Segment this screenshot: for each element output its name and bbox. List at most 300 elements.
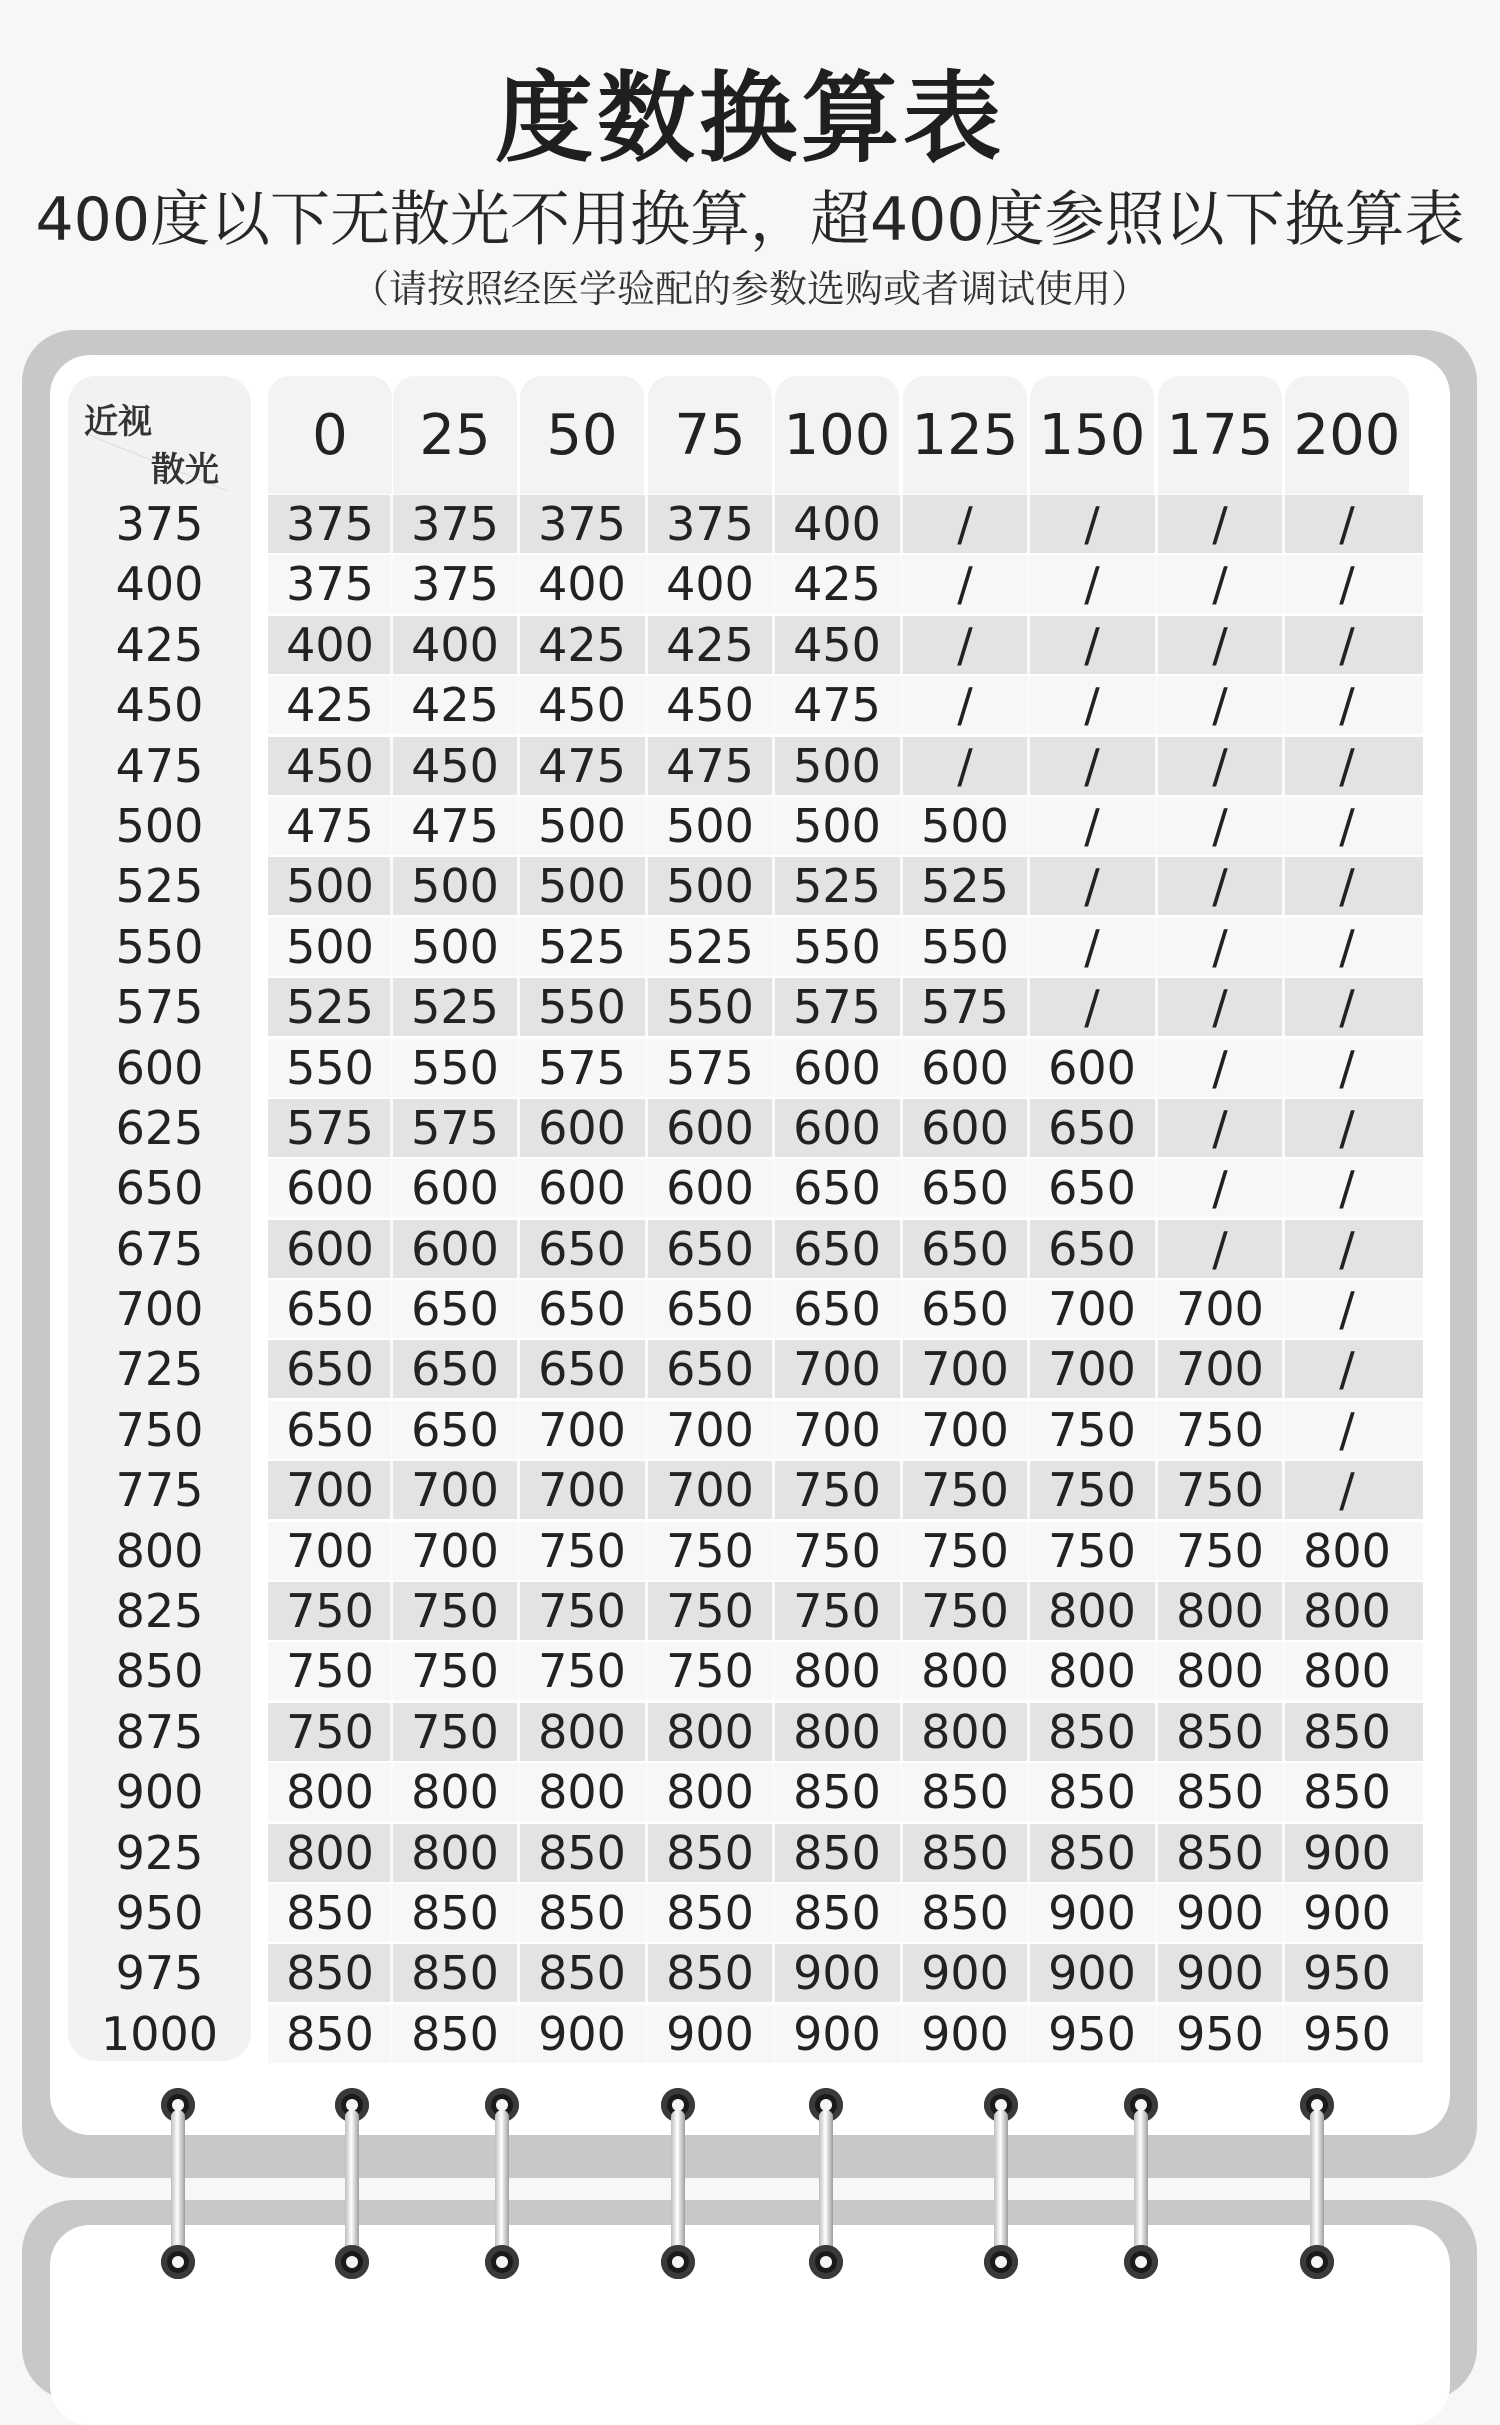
table-row bbox=[68, 1581, 1423, 1641]
table-cell: 525 bbox=[538, 919, 626, 974]
column-separator bbox=[1155, 1824, 1158, 1882]
column-separator bbox=[1282, 616, 1285, 674]
table-cell: 375 bbox=[666, 497, 754, 551]
column-separator bbox=[517, 1944, 520, 2002]
column-separator bbox=[772, 1220, 775, 1278]
conversion-table-body bbox=[68, 494, 1423, 2064]
column-separator bbox=[900, 1159, 903, 1217]
column-separator bbox=[1027, 978, 1030, 1036]
row-header: 1000 bbox=[100, 2006, 219, 2061]
table-cell: 800 bbox=[538, 1765, 626, 1820]
column-separator bbox=[772, 676, 775, 734]
row-header: 625 bbox=[115, 1100, 204, 1155]
row-header: 400 bbox=[115, 557, 204, 612]
table-cell: 650 bbox=[666, 1221, 754, 1276]
table-cell: 600 bbox=[286, 1161, 374, 1216]
table-cell: 500 bbox=[538, 859, 626, 914]
table-cell: / bbox=[1212, 919, 1228, 974]
column-separator bbox=[1282, 1824, 1285, 1882]
column-separator bbox=[645, 978, 648, 1036]
table-cell: 475 bbox=[286, 798, 374, 853]
column-separator bbox=[900, 555, 903, 613]
table-cell: 575 bbox=[286, 1100, 374, 1155]
column-separator bbox=[1282, 1401, 1285, 1459]
table-cell: 500 bbox=[286, 859, 374, 914]
column-header: 175 bbox=[1158, 376, 1282, 494]
row-header: 900 bbox=[115, 1765, 204, 1820]
column-separator bbox=[772, 797, 775, 855]
column-separator bbox=[517, 1401, 520, 1459]
table-cell: 750 bbox=[538, 1584, 626, 1639]
column-header: 0 bbox=[268, 376, 392, 494]
table-cell: 700 bbox=[1048, 1342, 1136, 1397]
column-separator bbox=[390, 978, 393, 1036]
table-cell: 550 bbox=[411, 1040, 499, 1095]
table-cell: 750 bbox=[793, 1523, 881, 1578]
table-cell: 750 bbox=[1176, 1402, 1264, 1457]
column-separator bbox=[1027, 1340, 1030, 1398]
table-cell: 575 bbox=[793, 980, 881, 1035]
usage-note: （请按照经医学验配的参数选购或者调试使用） bbox=[350, 267, 1149, 311]
row-header: 700 bbox=[115, 1282, 204, 1337]
table-cell: 800 bbox=[1176, 1584, 1264, 1639]
table-cell: 600 bbox=[921, 1100, 1009, 1155]
column-separator bbox=[1282, 1280, 1285, 1338]
column-separator bbox=[390, 2005, 393, 2063]
column-separator bbox=[772, 737, 775, 795]
table-cell: 800 bbox=[793, 1704, 881, 1759]
table-cell: 475 bbox=[666, 738, 754, 793]
table-cell: / bbox=[1339, 1282, 1355, 1337]
table-cell: 850 bbox=[921, 1765, 1009, 1820]
column-separator bbox=[517, 1340, 520, 1398]
table-cell: / bbox=[1339, 1342, 1355, 1397]
table-cell: / bbox=[1339, 738, 1355, 793]
table-row bbox=[68, 1158, 1423, 1218]
column-separator bbox=[390, 1703, 393, 1761]
row-header: 650 bbox=[115, 1161, 204, 1216]
column-separator bbox=[645, 555, 648, 613]
table-cell: 600 bbox=[666, 1161, 754, 1216]
corner-label-astigmatism: 散光 bbox=[151, 450, 219, 490]
table-cell: 850 bbox=[921, 1825, 1009, 1880]
column-separator bbox=[900, 1824, 903, 1882]
column-separator bbox=[900, 1099, 903, 1157]
column-separator bbox=[517, 1824, 520, 1882]
column-separator bbox=[645, 918, 648, 976]
table-cell: 850 bbox=[1048, 1704, 1136, 1759]
table-cell: / bbox=[1084, 497, 1100, 551]
table-cell: / bbox=[1339, 617, 1355, 672]
column-separator bbox=[645, 1944, 648, 2002]
table-cell: 500 bbox=[538, 798, 626, 853]
table-cell: 450 bbox=[286, 738, 374, 793]
table-cell: 700 bbox=[411, 1463, 499, 1518]
table-cell: 700 bbox=[286, 1463, 374, 1518]
column-separator bbox=[1282, 1884, 1285, 1942]
table-cell: 500 bbox=[793, 738, 881, 793]
table-cell: / bbox=[1339, 798, 1355, 853]
table-cell: 850 bbox=[411, 1885, 499, 1940]
table-cell: 800 bbox=[1176, 1644, 1264, 1699]
table-cell: 700 bbox=[538, 1463, 626, 1518]
column-separator bbox=[1027, 737, 1030, 795]
table-cell: / bbox=[1339, 678, 1355, 733]
column-separator bbox=[645, 1703, 648, 1761]
column-separator bbox=[1027, 1159, 1030, 1217]
column-separator bbox=[517, 495, 520, 553]
column-separator bbox=[1155, 1582, 1158, 1640]
table-cell: 525 bbox=[921, 859, 1009, 914]
table-cell: 700 bbox=[921, 1402, 1009, 1457]
column-separator bbox=[1282, 555, 1285, 613]
column-separator bbox=[1155, 1884, 1158, 1942]
column-separator bbox=[900, 616, 903, 674]
column-separator bbox=[1282, 1159, 1285, 1217]
column-separator bbox=[1282, 1522, 1285, 1580]
column-separator bbox=[1282, 1763, 1285, 1821]
table-cell: 500 bbox=[411, 919, 499, 974]
table-cell: 650 bbox=[411, 1282, 499, 1337]
table-cell: 650 bbox=[793, 1282, 881, 1337]
row-header: 450 bbox=[115, 678, 204, 733]
table-cell: 850 bbox=[286, 1946, 374, 2001]
table-cell: / bbox=[1212, 678, 1228, 733]
column-separator bbox=[517, 1642, 520, 1700]
table-cell: 575 bbox=[666, 1040, 754, 1095]
column-separator bbox=[390, 1039, 393, 1097]
table-cell: 650 bbox=[538, 1342, 626, 1397]
table-cell: / bbox=[1212, 497, 1228, 551]
table-cell: 700 bbox=[921, 1342, 1009, 1397]
table-row bbox=[68, 796, 1423, 856]
column-separator bbox=[1027, 918, 1030, 976]
table-cell: 600 bbox=[1048, 1040, 1136, 1095]
column-separator bbox=[1027, 1461, 1030, 1519]
column-separator bbox=[1027, 1944, 1030, 2002]
table-row bbox=[68, 1641, 1423, 1701]
column-separator bbox=[645, 1280, 648, 1338]
column-separator bbox=[772, 1703, 775, 1761]
table-cell: 900 bbox=[921, 1946, 1009, 2001]
column-separator bbox=[1027, 1582, 1030, 1640]
table-cell: 900 bbox=[666, 2006, 754, 2061]
column-separator bbox=[645, 1099, 648, 1157]
table-cell: / bbox=[1084, 678, 1100, 733]
column-separator bbox=[517, 1582, 520, 1640]
column-separator bbox=[900, 1703, 903, 1761]
table-cell: 900 bbox=[1176, 1885, 1264, 1940]
table-cell: 850 bbox=[921, 1885, 1009, 1940]
table-cell: / bbox=[1339, 919, 1355, 974]
column-separator bbox=[1027, 1763, 1030, 1821]
column-separator bbox=[900, 1280, 903, 1338]
table-cell: 900 bbox=[793, 2006, 881, 2061]
table-cell: / bbox=[1212, 1040, 1228, 1095]
column-header: 150 bbox=[1030, 376, 1154, 494]
table-corner-header bbox=[68, 376, 251, 494]
column-separator bbox=[1027, 1884, 1030, 1942]
table-cell: / bbox=[1084, 980, 1100, 1035]
table-cell: 900 bbox=[1303, 1885, 1391, 1940]
column-separator bbox=[517, 1220, 520, 1278]
table-row bbox=[68, 615, 1423, 675]
table-row bbox=[68, 1823, 1423, 1883]
table-cell: 650 bbox=[666, 1342, 754, 1397]
row-header: 775 bbox=[115, 1463, 204, 1518]
row-header: 375 bbox=[115, 497, 204, 551]
column-separator bbox=[1155, 1159, 1158, 1217]
column-separator bbox=[1155, 737, 1158, 795]
table-cell: 750 bbox=[1048, 1402, 1136, 1457]
column-separator bbox=[517, 1280, 520, 1338]
column-separator bbox=[1027, 1099, 1030, 1157]
table-row bbox=[68, 1038, 1423, 1098]
table-cell: 650 bbox=[1048, 1221, 1136, 1276]
column-separator bbox=[645, 1340, 648, 1398]
column-separator bbox=[772, 1340, 775, 1398]
table-cell: 525 bbox=[411, 980, 499, 1035]
row-header: 525 bbox=[115, 859, 204, 914]
table-cell: 650 bbox=[793, 1161, 881, 1216]
table-cell: 500 bbox=[921, 798, 1009, 853]
column-separator bbox=[390, 737, 393, 795]
column-separator bbox=[1155, 1642, 1158, 1700]
table-cell: 850 bbox=[538, 1946, 626, 2001]
column-separator bbox=[390, 1340, 393, 1398]
column-separator bbox=[1282, 1220, 1285, 1278]
table-cell: 575 bbox=[921, 980, 1009, 1035]
column-separator bbox=[772, 978, 775, 1036]
table-cell: 750 bbox=[793, 1463, 881, 1518]
table-cell: 525 bbox=[666, 919, 754, 974]
column-separator bbox=[1027, 1522, 1030, 1580]
column-separator bbox=[772, 1280, 775, 1338]
binding-hole bbox=[485, 2245, 519, 2279]
column-separator bbox=[645, 797, 648, 855]
table-cell: 650 bbox=[1048, 1100, 1136, 1155]
row-header: 925 bbox=[115, 1825, 204, 1880]
row-header: 950 bbox=[115, 1885, 204, 1940]
table-cell: 650 bbox=[286, 1342, 374, 1397]
table-cell: 425 bbox=[286, 678, 374, 733]
column-separator bbox=[1027, 1642, 1030, 1700]
column-separator bbox=[900, 1763, 903, 1821]
table-cell: 650 bbox=[538, 1282, 626, 1337]
column-separator bbox=[517, 1522, 520, 1580]
table-cell: 375 bbox=[538, 497, 626, 551]
column-separator bbox=[390, 857, 393, 915]
column-separator bbox=[517, 676, 520, 734]
table-cell: 425 bbox=[538, 617, 626, 672]
table-row bbox=[68, 1943, 1423, 2003]
table-cell: / bbox=[1339, 1402, 1355, 1457]
column-separator bbox=[772, 1461, 775, 1519]
column-separator bbox=[1282, 1582, 1285, 1640]
column-separator bbox=[900, 1522, 903, 1580]
table-cell: 850 bbox=[1048, 1765, 1136, 1820]
table-cell: 450 bbox=[793, 617, 881, 672]
row-header: 550 bbox=[115, 919, 204, 974]
column-separator bbox=[645, 1401, 648, 1459]
column-separator bbox=[1027, 2005, 1030, 2063]
table-cell: 750 bbox=[666, 1523, 754, 1578]
column-separator bbox=[390, 676, 393, 734]
column-separator bbox=[1282, 2005, 1285, 2063]
column-separator bbox=[772, 1159, 775, 1217]
column-separator bbox=[645, 2005, 648, 2063]
table-cell: 900 bbox=[793, 1946, 881, 2001]
table-cell: / bbox=[957, 557, 973, 612]
table-cell: 525 bbox=[793, 859, 881, 914]
column-separator bbox=[1282, 1039, 1285, 1097]
column-separator bbox=[645, 1642, 648, 1700]
column-separator bbox=[1027, 1824, 1030, 1882]
column-separator bbox=[1282, 1461, 1285, 1519]
table-cell: 800 bbox=[1303, 1523, 1391, 1578]
table-cell: / bbox=[1339, 980, 1355, 1035]
table-cell: / bbox=[1339, 1040, 1355, 1095]
table-cell: 525 bbox=[286, 980, 374, 1035]
column-separator bbox=[390, 1159, 393, 1217]
table-cell: 850 bbox=[538, 1825, 626, 1880]
table-cell: 650 bbox=[411, 1402, 499, 1457]
column-separator bbox=[772, 1522, 775, 1580]
table-cell: 850 bbox=[666, 1825, 754, 1880]
table-cell: / bbox=[1212, 738, 1228, 793]
column-separator bbox=[772, 1401, 775, 1459]
column-separator bbox=[1155, 676, 1158, 734]
table-cell: 400 bbox=[286, 617, 374, 672]
column-separator bbox=[772, 1884, 775, 1942]
table-cell: / bbox=[1212, 859, 1228, 914]
column-separator bbox=[390, 797, 393, 855]
table-row bbox=[68, 917, 1423, 977]
table-cell: 700 bbox=[666, 1463, 754, 1518]
table-row bbox=[68, 1339, 1423, 1399]
column-separator bbox=[390, 918, 393, 976]
table-row bbox=[68, 856, 1423, 916]
column-separator bbox=[772, 616, 775, 674]
table-cell: 850 bbox=[1303, 1765, 1391, 1820]
column-separator bbox=[390, 1763, 393, 1821]
column-separator bbox=[645, 1461, 648, 1519]
table-cell: 750 bbox=[666, 1644, 754, 1699]
table-cell: 800 bbox=[538, 1704, 626, 1759]
row-header: 725 bbox=[115, 1342, 204, 1397]
table-cell: 600 bbox=[538, 1161, 626, 1216]
column-separator bbox=[1282, 676, 1285, 734]
table-row bbox=[68, 554, 1423, 614]
table-cell: 800 bbox=[286, 1765, 374, 1820]
table-cell: 450 bbox=[411, 738, 499, 793]
table-cell: / bbox=[1084, 557, 1100, 612]
table-cell: 475 bbox=[411, 798, 499, 853]
table-cell: / bbox=[957, 617, 973, 672]
table-cell: 750 bbox=[666, 1584, 754, 1639]
column-separator bbox=[645, 857, 648, 915]
column-separator bbox=[1155, 555, 1158, 613]
column-separator bbox=[517, 1763, 520, 1821]
table-cell: 700 bbox=[1176, 1282, 1264, 1337]
table-cell: 900 bbox=[1048, 1946, 1136, 2001]
table-cell: 750 bbox=[793, 1584, 881, 1639]
column-separator bbox=[1282, 1944, 1285, 2002]
table-cell: 500 bbox=[666, 859, 754, 914]
column-separator bbox=[1282, 1340, 1285, 1398]
table-cell: 700 bbox=[793, 1342, 881, 1397]
column-separator bbox=[390, 1220, 393, 1278]
table-cell: 650 bbox=[286, 1282, 374, 1337]
column-separator bbox=[645, 1763, 648, 1821]
table-cell: 950 bbox=[1048, 2006, 1136, 2061]
column-separator bbox=[1155, 2005, 1158, 2063]
column-separator bbox=[900, 2005, 903, 2063]
page-title: 度数换算表 bbox=[494, 62, 1005, 176]
column-separator bbox=[772, 495, 775, 553]
column-separator bbox=[1155, 1220, 1158, 1278]
column-separator bbox=[1027, 1039, 1030, 1097]
column-separator bbox=[1155, 797, 1158, 855]
table-cell: 425 bbox=[411, 678, 499, 733]
table-row bbox=[68, 1521, 1423, 1581]
row-header: 425 bbox=[115, 617, 204, 672]
column-separator bbox=[1282, 797, 1285, 855]
table-cell: 400 bbox=[411, 617, 499, 672]
table-cell: 650 bbox=[411, 1342, 499, 1397]
table-cell: / bbox=[1212, 617, 1228, 672]
table-cell: 700 bbox=[286, 1523, 374, 1578]
table-cell: 700 bbox=[1048, 1282, 1136, 1337]
table-cell: 500 bbox=[411, 859, 499, 914]
row-header: 975 bbox=[115, 1946, 204, 2001]
table-cell: 850 bbox=[538, 1885, 626, 1940]
table-cell: 700 bbox=[793, 1402, 881, 1457]
column-separator bbox=[1155, 1280, 1158, 1338]
binding-hole bbox=[335, 2245, 369, 2279]
table-cell: 850 bbox=[793, 1885, 881, 1940]
table-cell: 900 bbox=[1303, 1825, 1391, 1880]
table-cell: 425 bbox=[666, 617, 754, 672]
table-cell: / bbox=[1339, 859, 1355, 914]
column-separator bbox=[517, 797, 520, 855]
table-cell: 600 bbox=[411, 1221, 499, 1276]
table-cell: 800 bbox=[411, 1825, 499, 1880]
table-cell: 500 bbox=[286, 919, 374, 974]
column-separator bbox=[390, 616, 393, 674]
column-separator bbox=[1027, 616, 1030, 674]
column-separator bbox=[1027, 495, 1030, 553]
column-separator bbox=[900, 737, 903, 795]
column-separator bbox=[1155, 1340, 1158, 1398]
table-cell: 800 bbox=[793, 1644, 881, 1699]
table-cell: 600 bbox=[286, 1221, 374, 1276]
column-header: 25 bbox=[393, 376, 517, 494]
column-separator bbox=[1027, 1703, 1030, 1761]
column-separator bbox=[517, 2005, 520, 2063]
column-separator bbox=[900, 1220, 903, 1278]
column-separator bbox=[517, 978, 520, 1036]
column-separator bbox=[1155, 495, 1158, 553]
column-separator bbox=[1282, 857, 1285, 915]
table-cell: 750 bbox=[1176, 1463, 1264, 1518]
table-cell: 375 bbox=[286, 557, 374, 612]
table-cell: 850 bbox=[286, 1885, 374, 1940]
column-header: 50 bbox=[520, 376, 644, 494]
table-cell: 425 bbox=[793, 557, 881, 612]
table-row bbox=[68, 494, 1423, 554]
column-separator bbox=[1155, 1401, 1158, 1459]
